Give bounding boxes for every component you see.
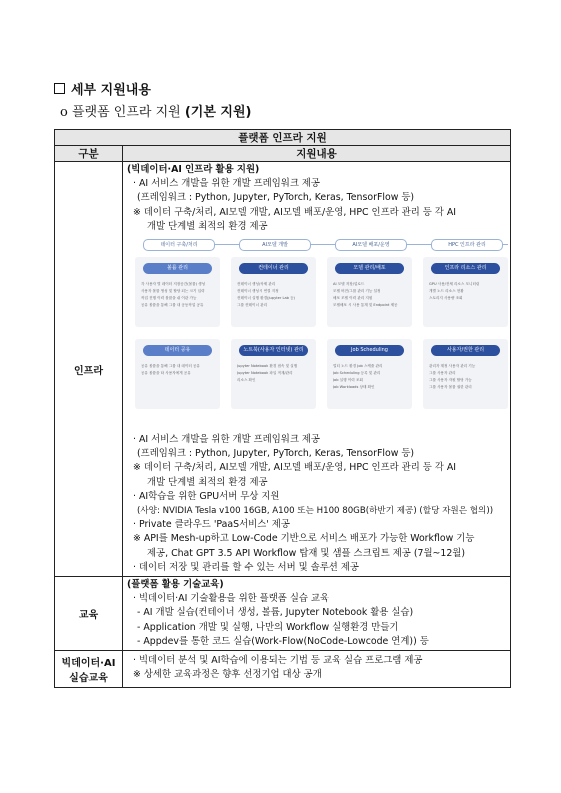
phase-label: AI모델 개발 [239, 239, 311, 251]
card-title: 모델 관리/배포 [335, 263, 404, 274]
content-line: · 빅데이터 분석 및 AI학습에 이용되는 기법 등 교육 실습 프로그램 제공 [133, 655, 423, 667]
diagram-card [423, 257, 508, 327]
diagram-card [327, 257, 412, 327]
card-text: 관리자 계정 사용자 관리 기능 그룹 사용자 관리 그룹 사용자 자원 할당 가능 그룹 사용자 볼륨 권한 관리 [429, 364, 476, 390]
card-title: 노트북(사용자 인터넷) 관리 [239, 345, 308, 356]
column-header-category: 구분 [55, 146, 123, 162]
phase-label: HPC 인프라 관리 [431, 239, 503, 251]
card-text: 각 사용자 별 데이터 저장공간(볼륨) 생성 사용자 볼륨 생성 및 할당 되는 크기 입력 작업 진행 이력 볼륨을 쉬 이관 가능 공유 볼륨을 통해 그룹 내 공동작업 공유 [141, 282, 206, 308]
content-line: · AI 서비스 개발을 위한 개발 프레임워크 제공 [133, 434, 320, 446]
content-line: ※ 데이터 구축/처리, AI모델 개발, AI모델 배포/운영, HPC 인프라 관리 등 각 AI [133, 206, 457, 218]
section-heading-text: 세부 지원내용 [71, 83, 151, 98]
diagram-card [135, 339, 220, 409]
diagram-card [231, 257, 316, 327]
phase-label: 데이터 구축/처리 [143, 239, 215, 251]
content-line: · AI 서비스 개발을 위한 개발 프레임워크 제공 [133, 178, 320, 190]
table-title: 플랫폼 인프라 지원 [55, 130, 511, 146]
content-line: - Application 개발 및 실행, 나만의 Workflow 실행환경 만들기 [137, 621, 399, 633]
content-line: (프레임워크 : Python, Jupyter, PyTorch, Keras, TensorFlow 등) [137, 448, 415, 460]
content-line: ※ 데이터 구축/처리, AI모델 개발, AI모델 배포/운영, HPC 인프라 관리 등 각 AI [133, 462, 457, 474]
content-line: ※ 상세한 교육과정은 향후 선정기업 대상 공개 [133, 669, 322, 681]
content-infra [123, 162, 511, 577]
checkbox-square-icon [54, 83, 65, 94]
section-heading [54, 79, 151, 98]
content-line: (프레임워크 : Python, Jupyter, PyTorch, Keras, TensorFlow 등) [137, 192, 415, 204]
category-bigdata-line2: 실습교육 [69, 673, 108, 685]
content-line: (사양: NVIDIA Tesla v100 16GB, A100 또는 H100 80GB(하반기 제공) (할당 자원은 협의)) [137, 506, 494, 517]
card-title: 인프라 리소스 관리 [431, 263, 500, 274]
card-title: 데이터 공유 [143, 345, 212, 356]
card-title: Job Scheduling [335, 345, 404, 356]
subheading-text: 플랫폼 인프라 지원 [71, 105, 181, 120]
content-line: 개발 단계별 최적의 환경 제공 [147, 220, 268, 232]
card-title: 컨테이너 관리 [239, 263, 308, 274]
diagram-card [231, 339, 316, 409]
content-line: ※ API를 Mesh-up하고 Low-Code 기반으로 서비스 배포가 가능한 Workflow 기능 [133, 533, 475, 545]
support-table [54, 129, 511, 688]
section-title: (플랫폼 활용 기술교육) [127, 579, 224, 591]
card-text: 멀티 노드 환경 Job 스케줄 관리 Job Scheduling 등록 및 관리 Job 실행 이력 조회 Job Workloads 상태 확인 [333, 364, 383, 390]
content-line: · 빅데이터·AI 기술활용을 위한 플랫폼 실습 교육 [133, 593, 330, 605]
content-line: 개발 단계별 최적의 환경 제공 [147, 476, 268, 488]
content-education [123, 577, 511, 651]
subheading-bold: (기본 지원) [184, 105, 252, 120]
card-text: 컨테이너 생성/삭제 관리 컨테이너 생성시 연결 지정 컨테이너 실행 환경(Jupyter Lab 등) 그룹 컨테이너 관리 [237, 282, 295, 308]
category-education: 교육 [55, 577, 123, 651]
table-row-bigdata [55, 651, 511, 688]
diagram-card [135, 257, 220, 327]
subheading [60, 101, 252, 120]
content-line: · AI학습을 위한 GPU서버 무상 지원 [133, 490, 280, 502]
phase-label: AI모델 배포/운영 [335, 239, 407, 251]
content-line: · 데이터 저장 및 관리를 할 수 있는 서버 및 솔루션 제공 [133, 561, 359, 573]
subheading-prefix: o [60, 105, 68, 120]
card-title: 볼륨 관리 [143, 263, 212, 274]
card-text: AI 모델 저장/업로드 모델 버전/그룹 관리 기능 설정 배포 모델 이력 관리 지원 모델배포 시 사용 통계 및 Endpoint 제공 [333, 282, 398, 308]
category-bigdata-line1: 빅데이터·AI [61, 658, 116, 670]
content-line: - Appdev를 통한 코드 실습(Work-Flow(NoCode-Lowcode 연계)) 등 [137, 635, 429, 647]
content-line: - AI 개발 실습(컨테이너 생성, 볼륨, Jupyter Notebook 활용 실습) [137, 607, 414, 619]
section-title: (빅데이터·AI 인프라 활용 지원) [127, 164, 260, 175]
table-row-education [55, 577, 511, 651]
category-infra: 인프라 [55, 162, 123, 577]
category-bigdata [55, 651, 123, 688]
diagram-card [423, 339, 508, 409]
platform-diagram [135, 239, 520, 429]
card-text: Jupyter Notebook 환경 접속 및 실행 Jupyter Notebook 파일 적재/관리 리소스 확인 [237, 364, 298, 383]
card-title: 사용자/권한 관리 [431, 345, 500, 356]
column-header-content: 지원내용 [123, 146, 511, 162]
diagram-card [327, 339, 412, 409]
content-line: 제공, Chat GPT 3.5 API Workflow 탑재 및 샘플 스크립트 제공 (7월~12월) [147, 547, 466, 559]
content-line: · Private 클라우드 'PaaS서비스' 제공 [133, 519, 290, 531]
card-text: GPU 사용/전체 리소스 모니터링 개별 노드 리소스 현황 스토리지 사용량 조회 [429, 282, 480, 301]
content-bigdata [123, 651, 511, 688]
table-row-infra [55, 162, 511, 577]
card-text: 공유 볼륨을 통해 그룹 내 데이터 공유 공유 볼륨을 타 사용자에게 공유 [141, 364, 200, 376]
